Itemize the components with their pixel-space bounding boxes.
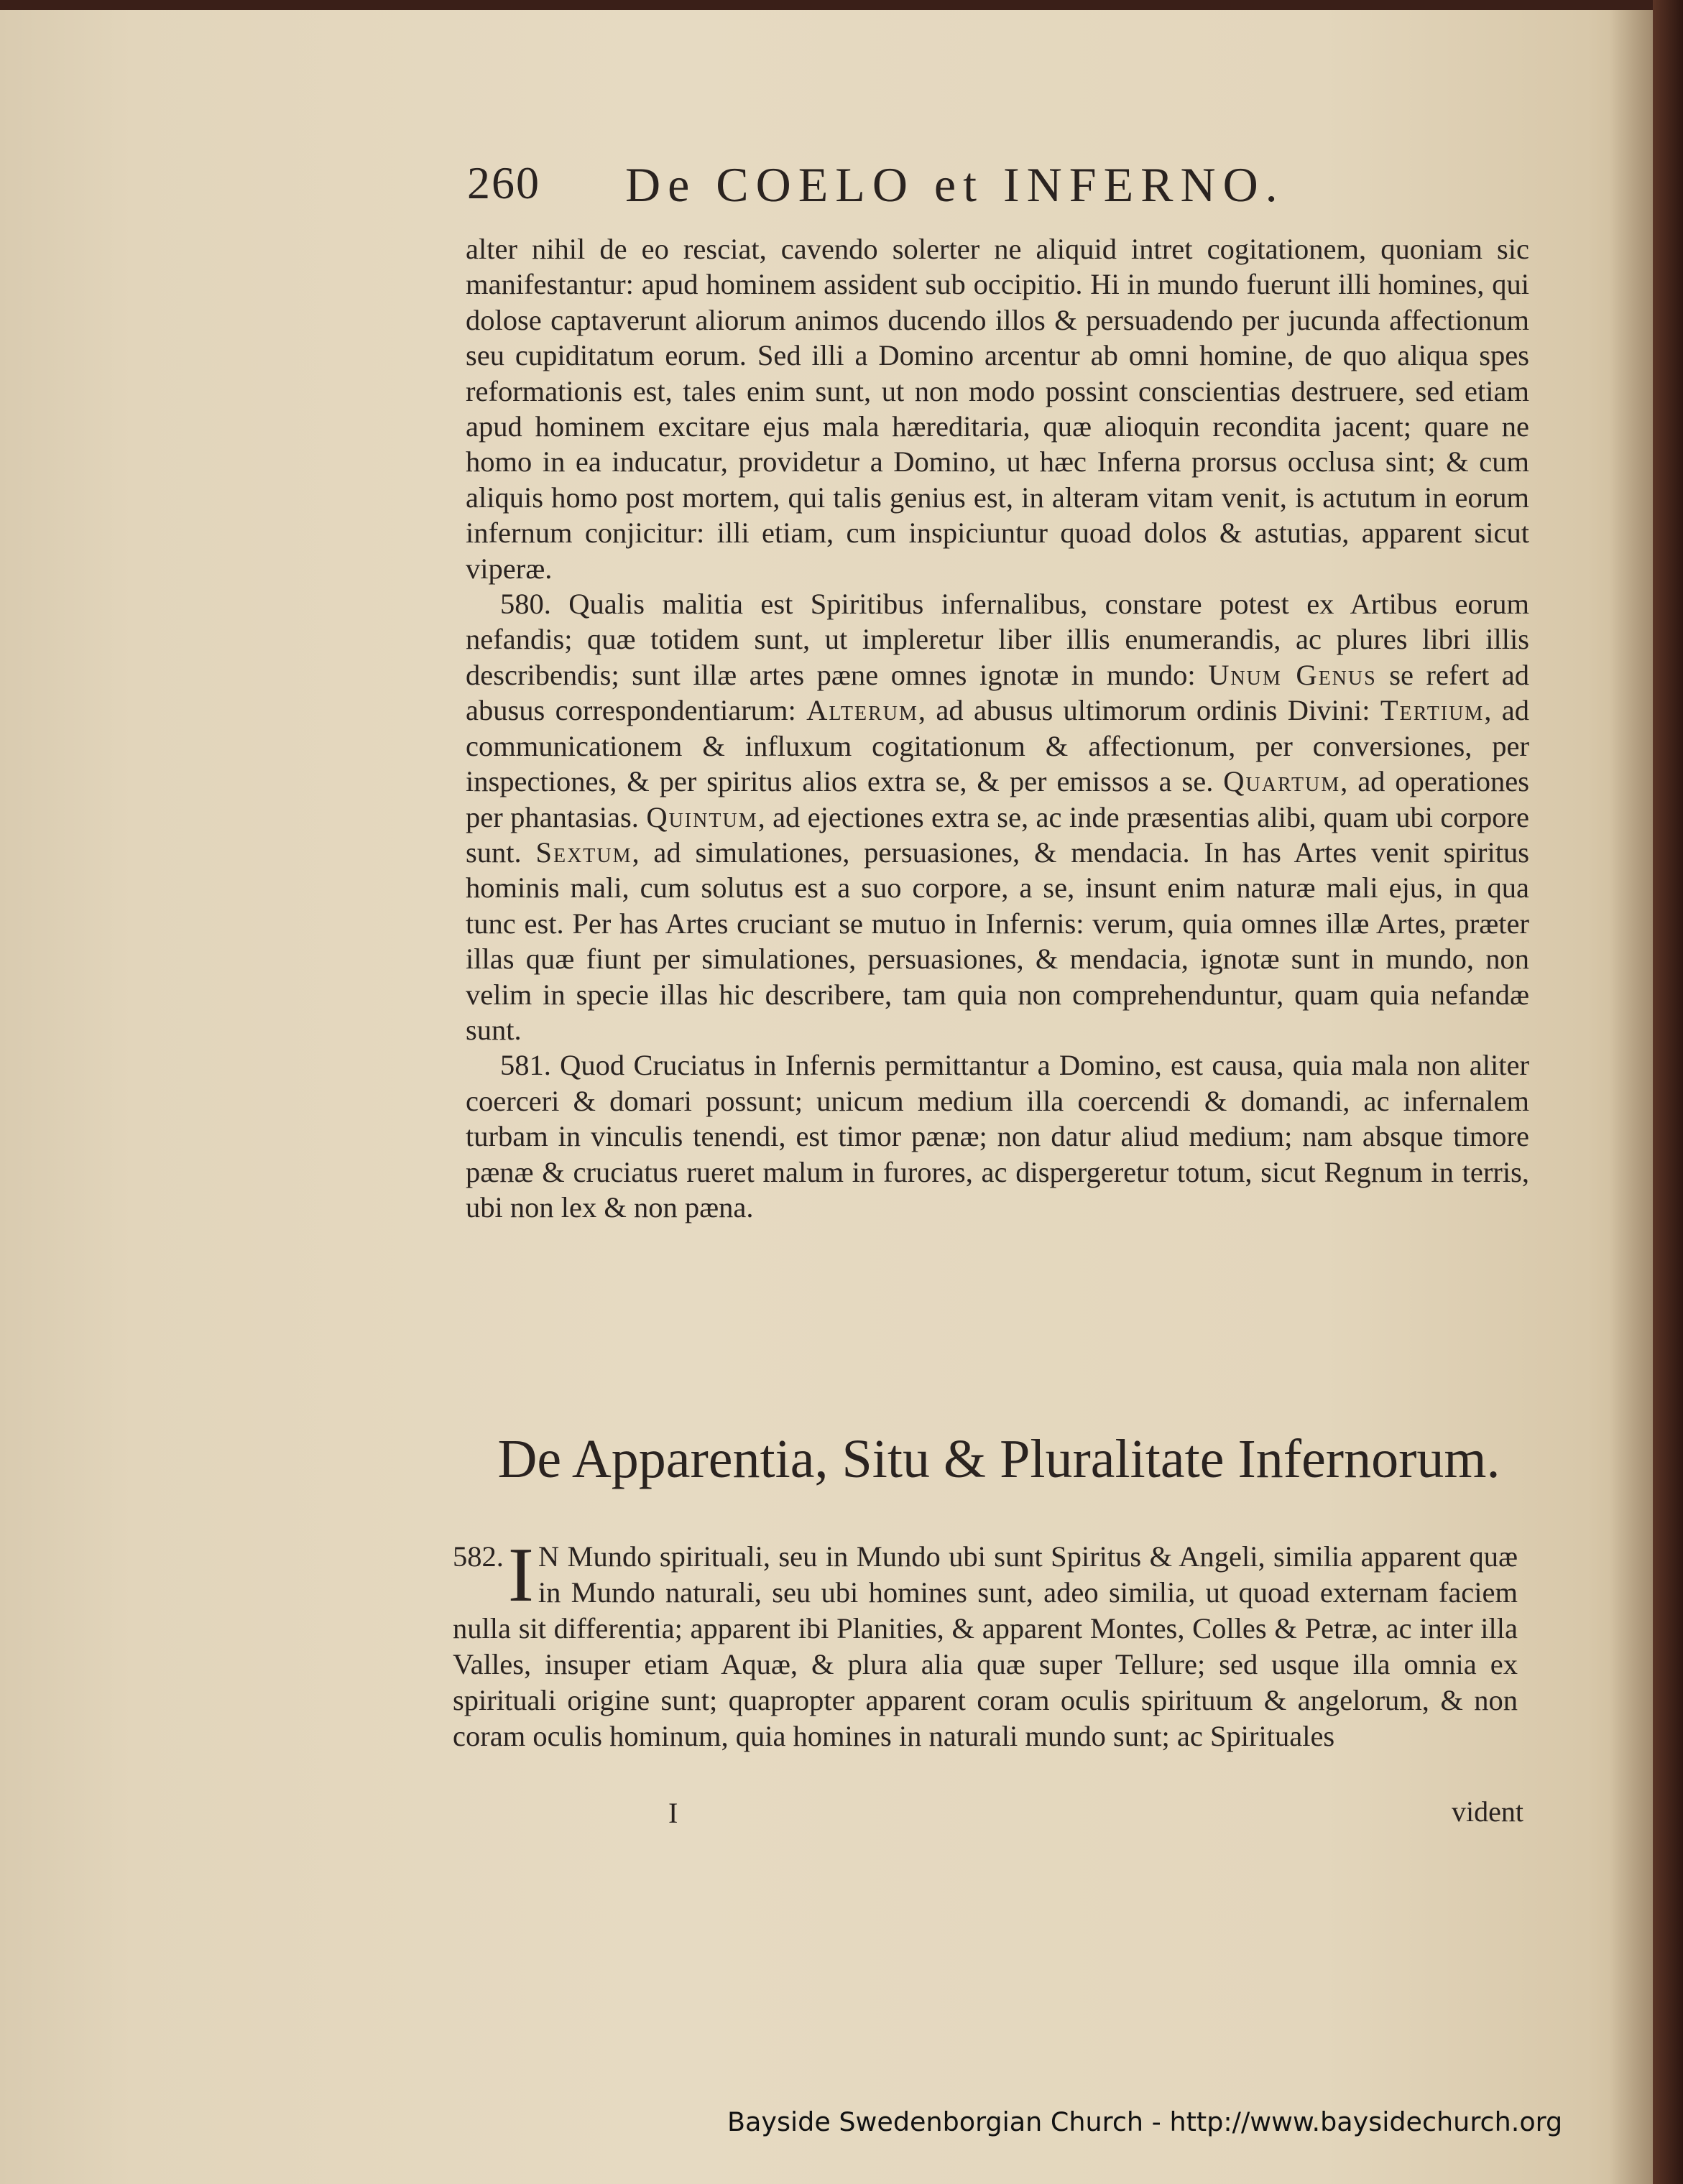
paragraph-number: 582.	[453, 1540, 504, 1573]
binding-shadow	[1610, 0, 1653, 2184]
paragraph-582	[453, 1532, 1518, 1754]
watermark: Bayside Swedenborgian Church - http://www.baysidechurch.org	[727, 2106, 1563, 2137]
p580-unum-genus: Unum Genus	[1208, 658, 1377, 691]
p580-tertium: Tertium	[1380, 694, 1485, 727]
p580-after-alterum: , ad abusus ultimorum ordinis Divini:	[918, 694, 1370, 727]
catchword: vident	[1452, 1795, 1523, 1828]
p580-quintum: Quintum	[646, 800, 758, 833]
p580-quartum: Quartum	[1223, 765, 1341, 798]
page-header	[467, 157, 1531, 221]
paragraph-581: 581. Quod Cruciatus in Infernis permittantur a Domino, est causa, quia mala non aliter coerceri & domari possunt; unicum medium illa coercendi & domandi, ac infernalem turbam in vinculis tenendi, est timor pænæ; non datur aliud medium; nam absque timore pænæ & cruciatus rueret malum in furores, ac dispergeretur totum, sicut Regnum in terris, ubi non lex & non pæna.	[466, 1049, 1529, 1223]
continuation-paragraph: alter nihil de eo resciat, cavendo solerter ne aliquid intret cogitationem, quoniam sic manifestantur: apud hominem assident sub occipitio. Hi in mundo fuerunt illi homines, qui dolose captaverunt aliorum animos ducendo illos & persuadendo per jucunda affectionum seu cupiditatum eorum. Sed illi a Domino arcentur ab omni homine, de quo aliqua spes reformationis est, tales enim sunt, ut non modo possint conscientias destruere, sed etiam apud hominem excitare ejus mala hæreditaria, quæ alioquin recondita jacent; quare ne homo in ea inducatur, providetur a Domino, ut hæc Inferna prorsus occlusa sint; & cum aliquis homo post mortem, qui talis genius est, in alteram vitam venit, is actutum in eorum infernum conjicitur: illi etiam, cum inspiciuntur quoad dolos & astutias, apparent sicut viperæ.	[466, 233, 1529, 585]
main-text	[466, 231, 1529, 1225]
paragraph-582-text: N Mundo spirituali, seu in Mundo ubi sunt Spiritus & Angeli, similia apparent quæ in Mundo naturali, seu ubi homines sunt, adeo similia, ut quoad externam faciem nulla sit differentia; apparent ibi Planities, & apparent Montes, Colles & Petræ, ac inter illa Valles, insuper etiam Aquæ, & plura alia quæ super Tellure; sed usque illa omnia ex spirituali origine sunt; quapropter apparent coram oculis spirituum & angelorum, & non coram oculis hominum, quia homines in naturali mundo sunt; ac Spirituales	[453, 1540, 1518, 1752]
page-number: 260	[467, 157, 540, 208]
p580-after-quintum: , ad ejectiones extra se, ac inde præsentias alibi, quam ubi corpore sunt.	[466, 800, 1530, 869]
p580-after-tertium: , ad communicationem & influxum cogitationum & affectionum, per conversiones, per inspectiones, & per spiritus alios extra se, & per emissos a se.	[466, 694, 1530, 798]
section-heading: De Apparentia, Situ & Pluralitate Infernorum.	[497, 1429, 1500, 1489]
p580-lead: 580. Qualis malitia est Spiritibus infernalibus, constare potest ex Artibus eorum nefandis; quæ totidem sunt, ut impleretur liber illis enumerandis, ac plures libri illis describendis; sunt illæ artes pæne omnes ignotæ in mundo:	[466, 588, 1529, 691]
signature-mark: I	[668, 1797, 678, 1829]
book-edge	[1653, 0, 1683, 2184]
drop-cap: I	[507, 1532, 534, 1618]
p580-after-unum: se refert ad abusus correspondentiarum:	[466, 658, 1529, 727]
p580-after-quartum: , ad operationes per phantasias.	[466, 765, 1530, 833]
p580-alterum: Alterum	[806, 694, 918, 727]
p580-after-sextum: , ad simulationes, persuasiones, & mendacia. In has Artes venit spiritus hominis mali, cum solutus est a suo corpore, a se, insunt enim naturæ mali ejus, in qua tunc est. Per has Artes cruciant se mutuo in Infernis: verum, quia omnes illæ Artes, præter illas quæ fiunt per simulationes, persuasiones, & mendacia, ignotæ sunt in mundo, non velim in specie illas hic describere, tam quia non comprehenduntur, quam quia nefandæ sunt.	[466, 836, 1529, 1046]
paragraph-580	[466, 586, 1529, 1047]
running-title: De COELO et INFERNO.	[625, 157, 1285, 212]
p580-sextum: Sextum	[535, 836, 632, 869]
top-edge	[0, 0, 1683, 10]
section-582	[453, 1532, 1518, 1754]
